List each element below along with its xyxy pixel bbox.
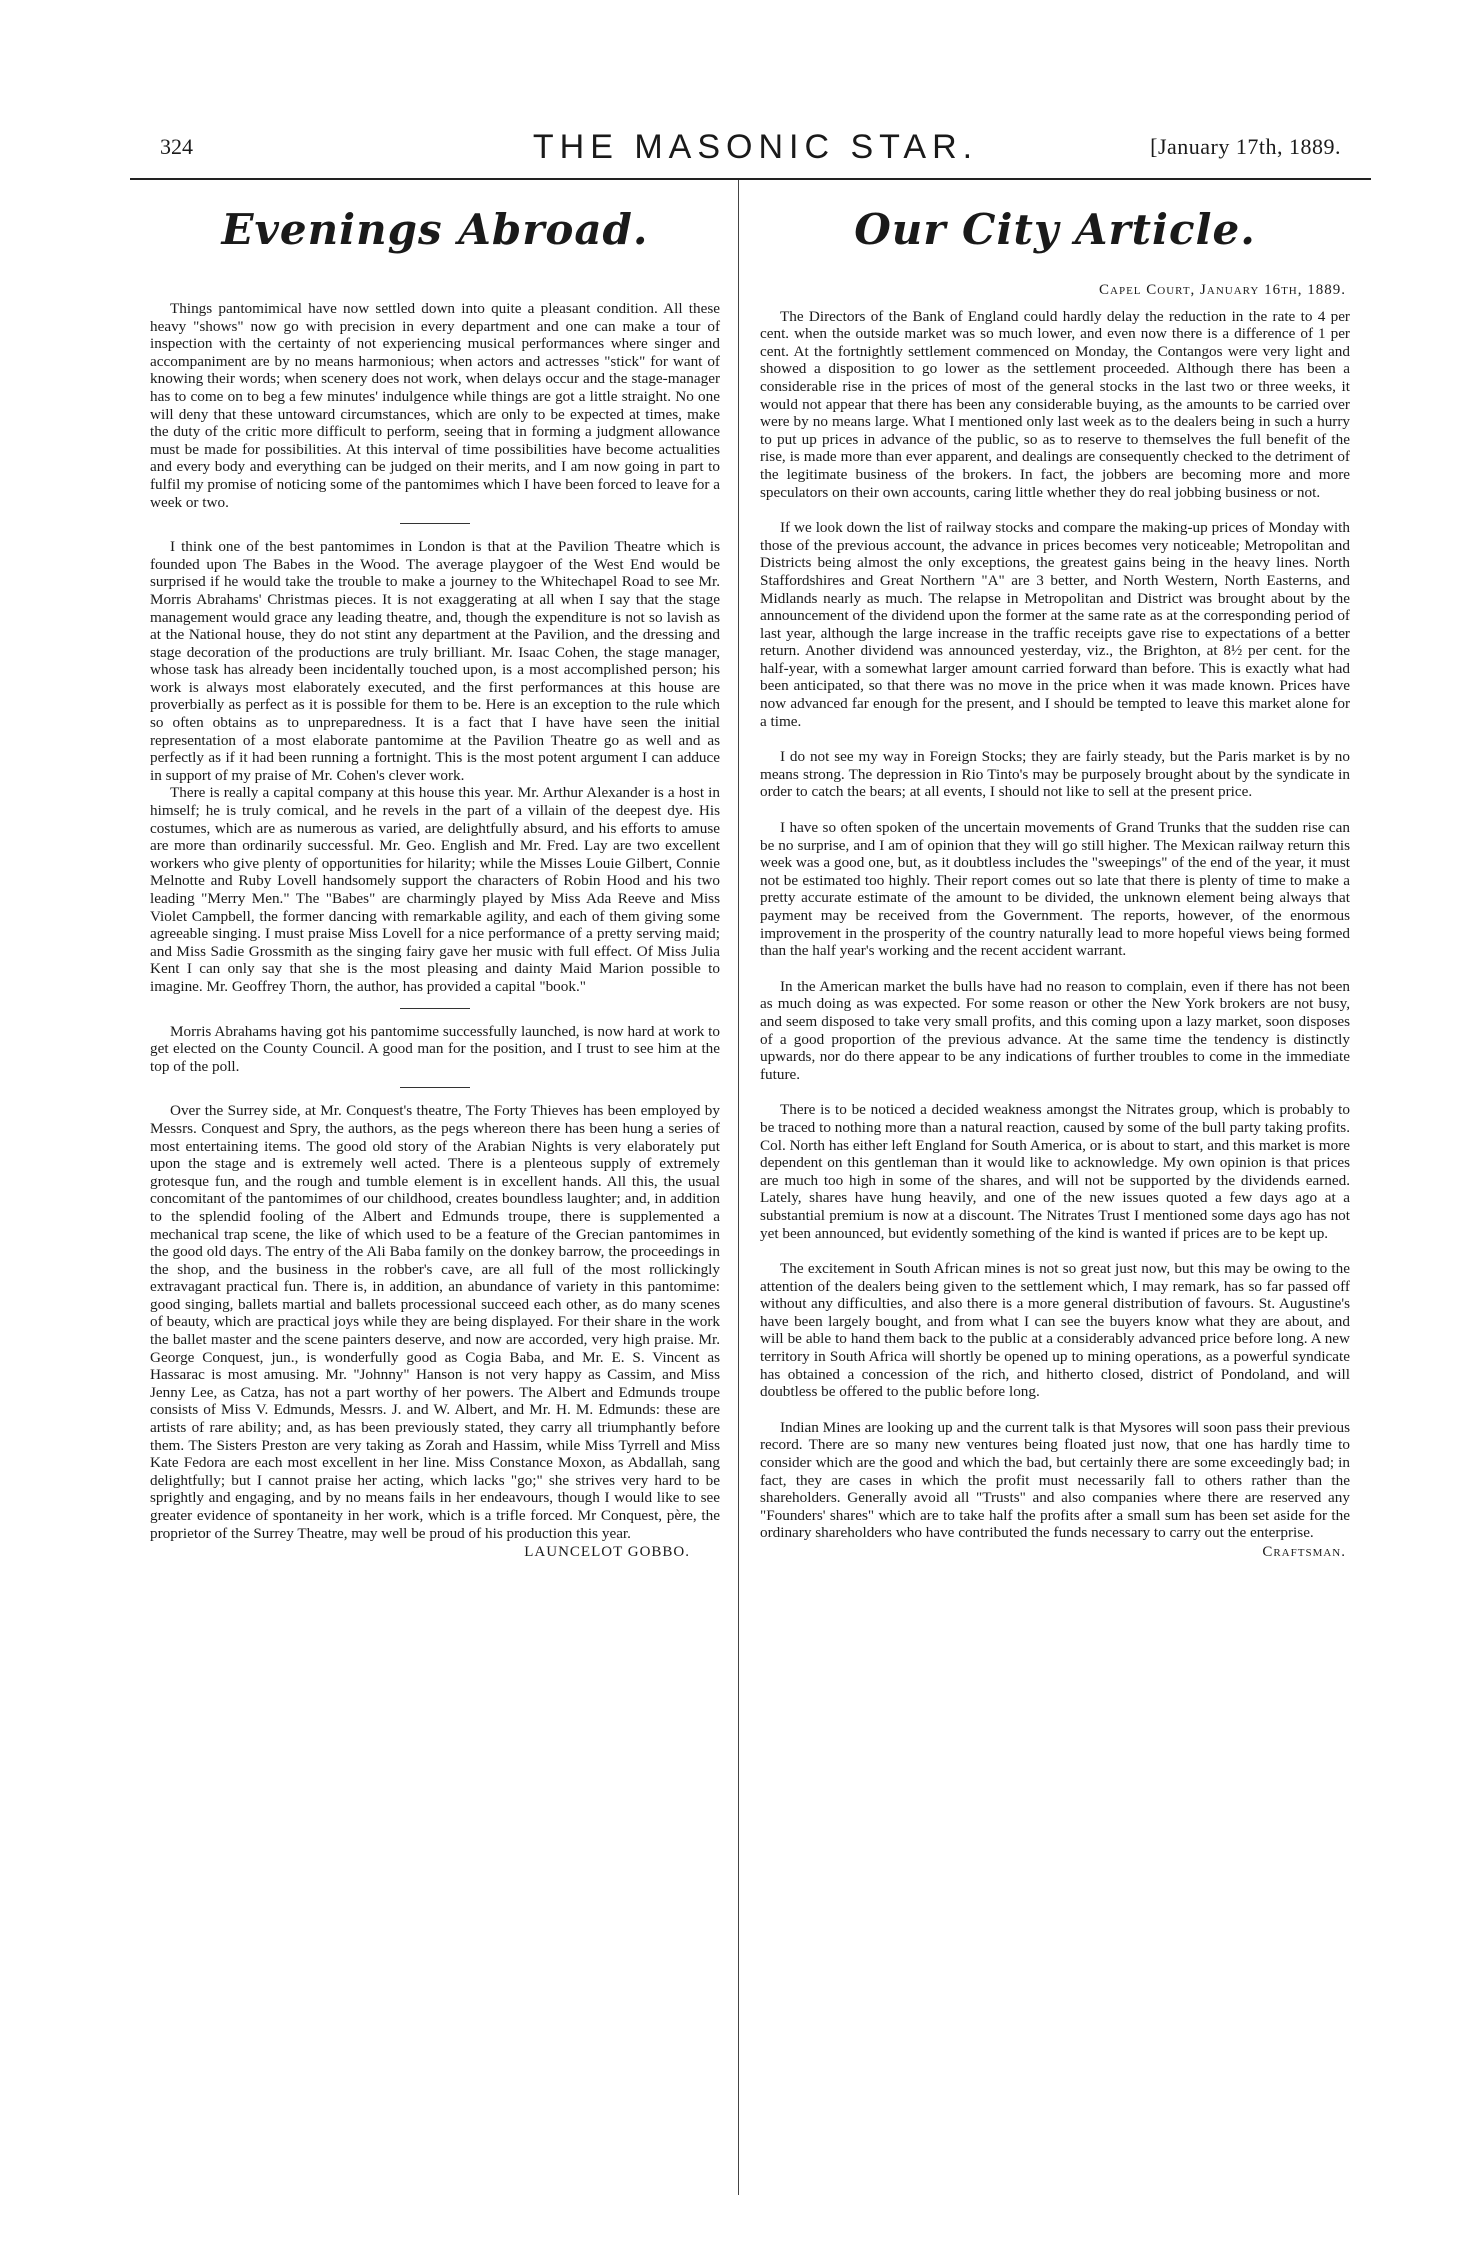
header-rule	[130, 178, 1371, 180]
article-paragraph: If we look down the list of railway stocks and compare the making-up prices of Monday with those of the previous account, the advance in prices becomes very noticeable; Metropolitan and Districts being almost the only exceptions, the greatest gains being in the heavy lines. North Staffordshires and Great Northern "A" are 3 better, and North Western, North Easterns, and Midlands nearly as much. The relapse in Metropolitan and District was brought about by the announcement of the dividend upon the former at the same rate as at the corresponding period of last year, although the large increase in the traffic receipts gave rise to expectations of a better return. Another dividend was announced yesterday, viz., the Brighton, at 8½ per cent. for the half-year, with a somewhat larger amount carried forward than before. This is exactly what had been anticipated, so that there was no move in the price when it was made known. Prices have now advanced far enough for the present, and I should be tempted to leave this market alone for a time.	[760, 519, 1350, 730]
article-paragraph: There is really a capital company at this house this year. Mr. Arthur Alexander is a host in himself; he is truly comical, and he revels in the part of a villain of the deepest dye. His costumes, which are as numerous as varied, are delightfully absurd, and his efforts to amuse are more than ordinarily successful. Mr. Geo. English and Mr. Fred. Lay are two excellent workers who give plenty of opportunities for hilarity; while the Misses Louie Gilbert, Connie Melnotte and Ruby Lovell handsomely support the characters of Robin Hood and his two leading "Merry Men." The "Babes" are charmingly played by Miss Ada Reeve and Miss Violet Campbell, the former dancing with remarkable agility, and each of them giving some agreeable singing. I must praise Miss Lovell for a nice performance of a pretty serving maid; and Miss Sadie Grossmith as the singing fairy gave her music with full effect. Of Miss Julia Kent I can only say that she is the most pleasing and dainty Maid Marion possible to imagine. Mr. Geoffrey Thorn, the author, has provided a capital "book."	[150, 784, 720, 995]
article-paragraph: In the American market the bulls have had no reason to complain, even if there has not been as much doing as was expected. For some reason or other the New York brokers are not busy, and seem disposed to take very small profits, and this coming upon a lazy market, soon disposes of a good proportion of the previous advance. At the same time the tendency is distinctly upwards, nor do there appear to be any indications of further troubles to come in the immediate future.	[760, 977, 1350, 1083]
author-signature: LAUNCELOT GOBBO.	[524, 1544, 690, 1561]
author-signature: Craftsman.	[1262, 1544, 1346, 1560]
article-paragraph: Things pantomimical have now settled down into quite a pleasant condition. All these heavy "shows" now go with precision in every department and one can make a tour of inspection with the certainty of not experiencing musical performances where singer and accompaniment are by no means harmonious; when actors and actresses "stick" for want of knowing their words; when scenery does not work, when delays occur and the stage-manager has to come on to beg a few minutes' indulgence while things are got a little straight. No one will deny that these untoward circumstances, which are only to be expected at times, make the duty of the critic more difficult to perform, seeing that in forming a judgment allowance must be made for possibilities. At this interval of time possibilities have become actualities and every body and everything can be judged on their merits, and I am now going in part to fulfil my promise of noticing some of the pantomimes which I have been forced to leave for a week or two.	[150, 300, 720, 511]
article-paragraph: The excitement in South African mines is not so great just now, but this may be owing to the attention of the dealers being given to the settlement which, I may remark, has so far passed off without any difficulties, and also there is a more general distribution of favours. St. Augustine's have been largely bought, and from what I can see the buyers know what they are about, and will be able to hand them back to the public at a considerably advanced price before long. A new territory in South Africa will shortly be opened up to mining operations, as a powerful syndicate has obtained a concession of the rich, and hitherto closed, district of Pondoland, and will doubtless be offered to the public before long.	[760, 1260, 1350, 1401]
section-heading-our-city-article: Our City Article.	[854, 205, 1256, 254]
article-paragraph: Over the Surrey side, at Mr. Conquest's theatre, The Forty Thieves has been employed by Messrs. Conquest and Spry, the authors, as the pegs whereon there has been hung a series of most entertaining items. The good old story of the Arabian Nights is very elaborately put upon the stage and is extremely well acted. There is a plenteous supply of extremely grotesque fun, and the rough and tumble element is in excellent hands. All this, the usual concomitant of the pantomimes of our childhood, creates boundless laughter; and, in addition to the splendid fooling of the Albert and Edmunds troupe, there is supplemented a mechanical trap scene, the like of which used to be a feature of the Grecian pantomimes in the good old days. The entry of the Ali Baba family on the donkey barrow, the proceedings in the shop, and the business in the robber's cave, are all full of the most rollickingly extravagant practical fun. There is, in addition, an abundance of variety in this pantomime: good singing, ballets martial and ballets processional succeed each other, as do many scenes of beauty, which are practical joys while they are being displayed. For their share in the work the ballet master and the scene painters deserve, and now are accorded, very high praise. Mr. George Conquest, jun., is wonderfully good as Cogia Baba, and Mr. E. S. Vincent as Hassarac is most amusing. Mr. "Johnny" Hanson is not very happy as Cassim, and Miss Jenny Lee, as Catza, has not a part worthy of her powers. The Albert and Edmunds troupe consists of Miss V. Edmunds, Messrs. J. and W. Albert, and Mr. H. M. Edmunds: these are artists of rare ability; and, as has been previously stated, they carry all triumphantly before them. The Sisters Preston are very taking as Zorah and Hassim, while Miss Tyrrell and Miss Kate Fedora are each most excellent in her line. Miss Constance Moxon, as Abdallah, sang delightfully; but I cannot praise her acting, which lacks "go;" she strives very hard to be sprightly and engaging, and by no means fails in her endeavours, though I would like to see greater evidence of spontaneity in her work, which is a trifle forced. Mr Conquest, père, the proprietor of the Surrey Theatre, may well be proud of his production this year.	[150, 1102, 720, 1542]
section-separator	[400, 1008, 470, 1009]
page-number: 324	[160, 134, 193, 159]
issue-date: [January 17th, 1889.	[1150, 134, 1341, 159]
left-column	[150, 186, 720, 1562]
publication-title: THE MASONIC STAR.	[532, 128, 979, 166]
right-column	[760, 186, 1350, 1562]
article-paragraph: Indian Mines are looking up and the current talk is that Mysores will soon pass their previous record. There are so many new ventures being floated just now, that one has hardly time to consider which are the good and which the bad, but certainly there are some exceedingly bad; in fact, they are cases in which the profit must necessarily fall to others rather than the shareholders. Generally avoid all "Trusts" and also companies where there are reserved any "Founders' shares" which are to take half the profits after a small sum has been set aside for the ordinary shareholders who have contributed the funds necessary to carry out the enterprise.	[760, 1418, 1350, 1542]
article-paragraph: I have so often spoken of the uncertain movements of Grand Trunks that the sudden rise can be no surprise, and I am of opinion that they will go still higher. The Mexican railway return this week was a good one, but, as it doubtless includes the "sweepings" of the end of the year, it must not be estimated too highly. Their report comes out so late that there is plenty of time to make a pretty accurate estimate of the amount to be divided, the unknown element being always that payment may be received from the Government. The reports, however, of the enormous improvement in the prosperity of the country naturally lead to more hopeful views being formed than the half year's working and the recent accident warrant.	[760, 819, 1350, 960]
section-separator	[400, 523, 470, 524]
article-paragraph: Morris Abrahams having got his pantomime successfully launched, is now hard at work to get elected on the County Council. A good man for the position, and I trust to see him at the top of the poll.	[150, 1022, 720, 1075]
column-divider	[738, 180, 739, 2195]
article-paragraph: The Directors of the Bank of England could hardly delay the reduction in the rate to 4 per cent. when the outside market was so much lower, and even now there is a difference of 1 per cent. At the fortnightly settlement commenced on Monday, the Contangos were very light and showed a disposition to go lower as the settlement proceeded. Although there has been a considerable rise in the prices of most of the general stocks in the last two or three weeks, it would not appear that there has been any considerable buying, as the amounts to be carried over were by no means large. What I mentioned only last week as to the dealers being in such a hurry to put up prices in advance of the public, so as to reserve to themselves the full benefit of the rise, is made more than ever apparent, and dealings are consequently checked to the detriment of the legitimate business of the brokers. In fact, the jobbers are becoming more and more speculators on their own accounts, caring little whether they do real jobbing business or not.	[760, 307, 1350, 501]
article-paragraph: I think one of the best pantomimes in London is that at the Pavilion Theatre which is founded upon The Babes in the Wood. The average playgoer of the West End would be surprised if he would take the trouble to make a journey to the Whitechapel Road to see Mr. Morris Abrahams' Christmas pieces. It is not exaggerating at all when I say that the stage management would grace any leading theatre, and, though the expenditure is not so lavish as at the National house, they do not stint any department at the Pavilion, and the dressing and stage decoration of the productions are truly brilliant. Mr. Isaac Cohen, the stage manager, whose task has already been incidentally touched upon, is a most accomplished person; his work is always most elaborately executed, and the first performances at this house are proverbially as perfect as it is possible for them to be. Here is an exception to the rule which so often obtains as to unpreparedness. It is a fact that I have have seen the initial representation of a most elaborate pantomime at the Pavilion Theatre go as well and as perfectly as if it had been running a fortnight. This is the most potent argument I can adduce in support of my praise of Mr. Cohen's clever work.	[150, 538, 720, 784]
article-paragraph: I do not see my way in Foreign Stocks; they are fairly steady, but the Paris market is by no means strong. The depression in Rio Tinto's may be purposely brought about by the syndicate in order to catch the bears; at all events, I should not like to sell at the present price.	[760, 748, 1350, 801]
dateline: Capel Court, January 16th, 1889.	[1099, 282, 1346, 298]
section-heading-evenings-abroad: Evenings Abroad.	[221, 205, 649, 254]
article-paragraph: There is to be noticed a decided weakness amongst the Nitrates group, which is probably to be traced to nothing more than a natural reaction, caused by some of the bull party taking profits. Col. North has either left England for South America, or is about to start, and this market is more dependent on this gentleman than it would like to acknowledge. My own opinion is that prices are much too high in some of the shares, and will not be supported by the dividends earned. Lately, shares have hung heavily, and one of the new issues quoted a few days ago at a substantial premium is now at a discount. The Nitrates Trust I mentioned some days ago has not yet been announced, but evidently something of the kind is wanted if prices are to be kept up.	[760, 1101, 1350, 1242]
masthead	[130, 128, 1381, 168]
section-separator	[400, 1087, 470, 1088]
